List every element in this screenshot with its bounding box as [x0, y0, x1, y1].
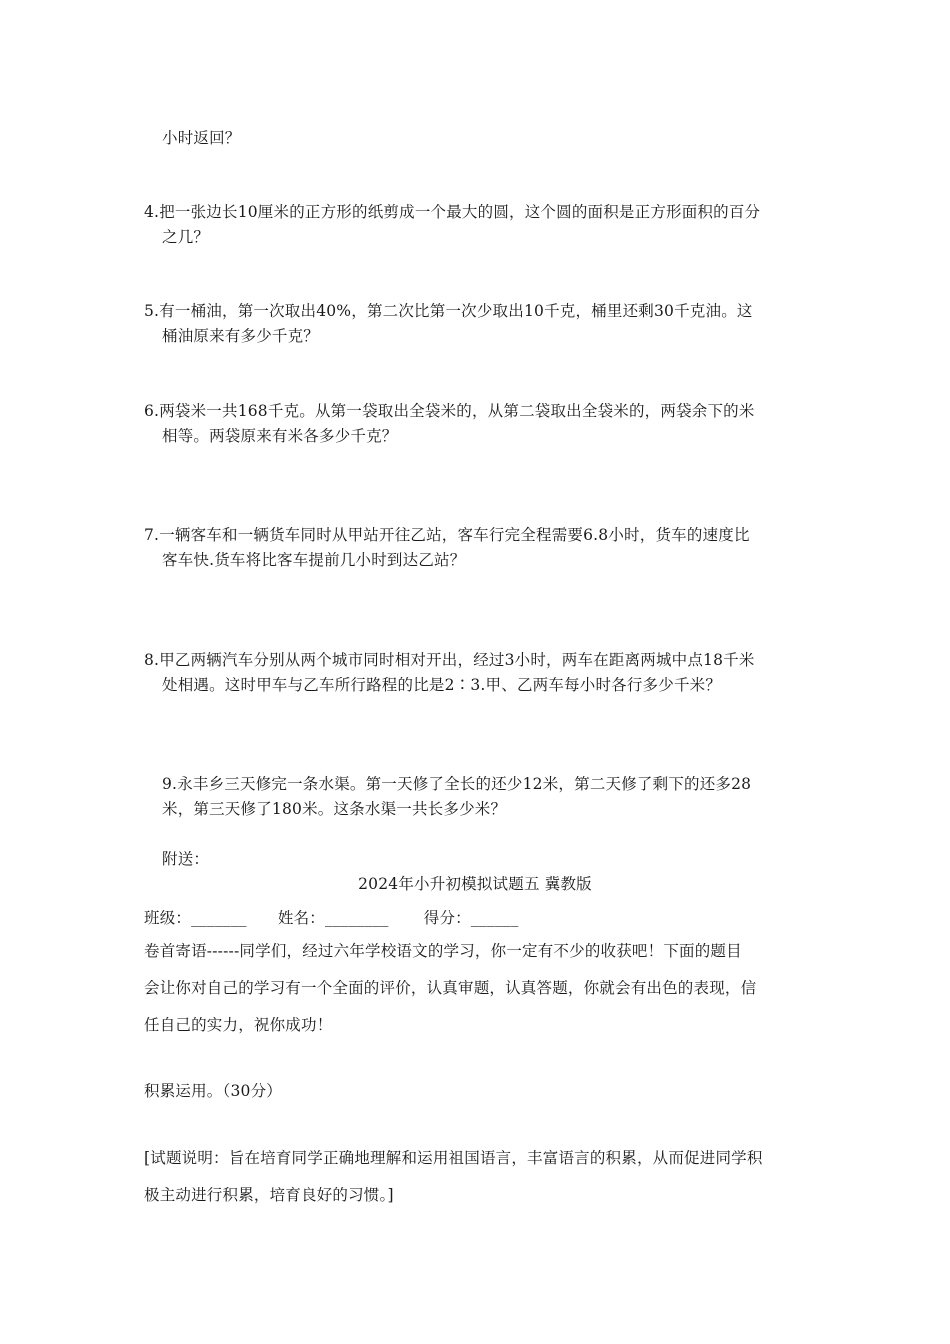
problem-5-line-2: 桶油原来有多少千克？ [162, 327, 320, 345]
class-field: 班级：_______ [144, 909, 247, 927]
problem-9-line-2: 米，第三天修了180米。这条水渠一共长多少米？ [162, 800, 507, 818]
problem-7-line-2: 客车快.货车将比客车提前几小时到达乙站？ [162, 551, 466, 569]
problem-9-line-1: 9.永丰乡三天修完一条水渠。第一天修了全长的还少12米，第二天修了剩下的还多28 [162, 775, 752, 793]
problem-6-line-2: 相等。两袋原来有米各多少千克？ [162, 427, 398, 445]
name-field: 姓名：________ [277, 909, 389, 927]
note-line-1: [试题说明：旨在培育同学正确地理解和运用祖国语言，丰富语言的积累，从而促进同学积 [144, 1149, 763, 1167]
problem-3-continuation: 小时返回？ [162, 129, 241, 147]
problem-4-line-1: 4.把一张边长10厘米的正方形的纸剪成一个最大的圆，这个圆的面积是正方形面积的百分 [144, 203, 761, 221]
problem-4-line-2: 之几？ [162, 228, 210, 246]
note-line-2: 极主动进行积累，培育良好的习惯。] [144, 1186, 394, 1204]
section-title: 积累运用。（30分） [144, 1082, 282, 1100]
problem-8-line-1: 8.甲乙两辆汽车分别从两个城市同时相对开出，经过3小时，两车在距离两城中点18千米 [144, 651, 755, 669]
intro-line-1: 卷首寄语------同学们，经过六年学校语文的学习，你一定有不少的收获吧！下面的题目 [144, 942, 742, 960]
appendix-label: 附送： [162, 850, 210, 868]
problem-8-line-2: 处相遇。这时甲车与乙车所行路程的比是2∶3.甲、乙两车每小时各行多少千米？ [162, 676, 722, 694]
problem-5-line-1: 5.有一桶油，第一次取出40%，第二次比第一次少取出10千克，桶里还剩30千克油。这 [144, 302, 753, 320]
intro-line-2: 会让你对自己的学习有一个全面的评价，认真审题，认真答题，你就会有出色的表现，信 [144, 979, 757, 997]
intro-line-3: 任自己的实力，祝你成功！ [144, 1016, 333, 1034]
student-info-row [144, 907, 519, 929]
appendix-title: 2024年小升初模拟试题五 冀教版 [358, 875, 592, 893]
problem-7-line-1: 7.一辆客车和一辆货车同时从甲站开往乙站，客车行完全程需要6.8小时，货车的速度比 [144, 526, 750, 544]
score-field: 得分：______ [423, 909, 519, 927]
problem-6-line-1: 6.两袋米一共168千克。从第一袋取出全袋米的，从第二袋取出全袋米的，两袋余下的米 [144, 402, 755, 420]
